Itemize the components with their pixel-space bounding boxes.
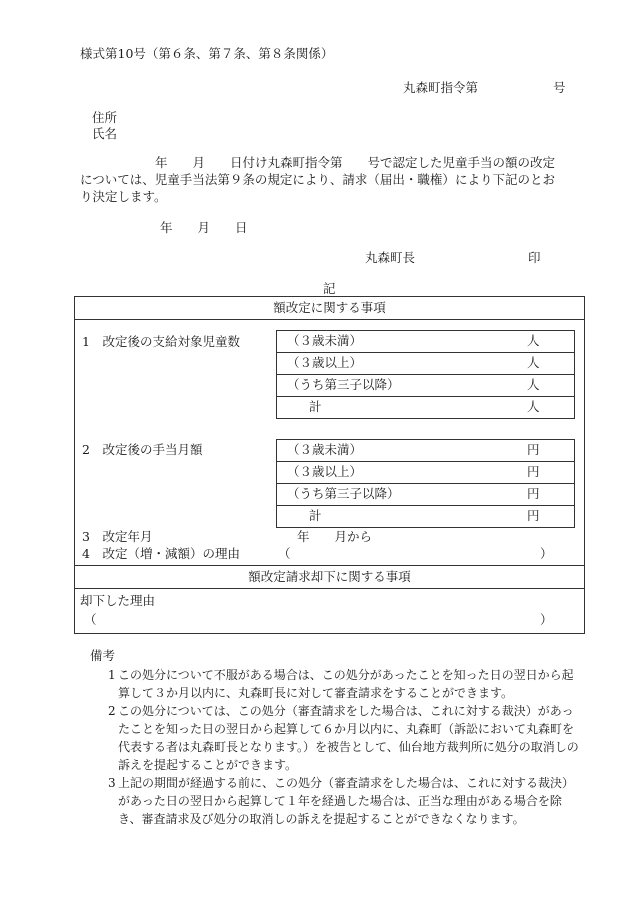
note-item [84,702,584,774]
address-label: 住所 [92,110,118,125]
revision-month-value: 年 月から [297,529,373,544]
rejection-reason-label: 却下した理由 [80,593,156,608]
notes-title: 備考 [90,648,116,663]
row-label: （３歳未満） [287,333,363,348]
row-unit: 人 [527,377,540,392]
note-text: この処分については、この処分（審査請求をした場合は、これに対する裁決）があったことを知った日の翌日から起算して６か月以内に、丸森町（訴訟において丸森町を代表する者は丸森町長となります。）を被告として、仙台地方裁判所に処分の取消しの訴えを提起することができます。 [118,704,579,772]
row-label: （３歳未満） [287,442,363,457]
table-row [277,331,574,353]
note-number: 3 [108,776,116,790]
row-unit: 円 [527,486,540,501]
row-label: 計 [309,508,322,523]
table-row [277,440,574,462]
monthly-amount-table [276,439,575,528]
section-header-rejection: 額改定請求却下に関する事項 [248,569,411,584]
reason-open-paren: （ [278,546,291,561]
table-row [277,353,574,375]
item3-label: 3 改定年月 [82,529,153,544]
row-label: （３歳以上） [287,355,363,370]
row-unit: 円 [527,442,540,457]
divider [74,319,585,320]
rejection-close-paren: ） [540,612,553,627]
row-unit: 円 [527,464,540,479]
form-number: 様式第10号（第６条、第７条、第８条関係） [80,46,334,61]
item1-label: 1 改定後の支給対象児童数 [82,334,240,349]
note-item [84,774,584,828]
note-number: 1 [108,668,116,682]
note-item [84,666,584,702]
table-row [277,462,574,484]
row-unit: 人 [527,399,540,414]
item2-label: 2 改定後の手当月額 [82,442,203,457]
note-number: 2 [108,704,116,718]
rejection-open-paren: （ [84,612,97,627]
seal-mark: 印 [528,250,541,265]
reason-close-paren: ） [540,546,553,561]
item4-label: 4 改定（増・減額）の理由 [82,546,240,561]
row-label: （うち第三子以降） [287,377,400,392]
note-text: この処分について不服がある場合は、この処分があったことを知った日の翌日から起算して３か月以内に、丸森町長に対して審査請求をすることができます。 [118,668,574,700]
table-row [277,375,574,397]
document-number: 丸森町指令第 号 [403,80,566,95]
body-text: 年 月 日付け丸森町指令第 号で認定した児童手当の額の改定については、児童手当法第９条の規定により、請求（届出・職権）により下記のとおり決定します。 [80,155,556,204]
section-header-amount-revision: 額改定に関する事項 [273,300,386,315]
row-label: （３歳以上） [287,464,363,479]
children-count-table [276,330,575,419]
row-unit: 人 [527,355,540,370]
row-unit: 人 [527,333,540,348]
note-text: 上記の期間が経過する前に、この処分（審査請求をした場合は、これに対する裁決）があった日の翌日から起算して１年を経過した場合は、正当な理由がある場合を除き、審査請求及び処分の取消しの訴えを提起することができなくなります。 [118,776,575,826]
name-label: 氏名 [92,126,118,141]
decision-date: 年 月 日 [160,220,248,235]
table-row [277,484,574,506]
notes-list [84,666,584,828]
table-row [277,397,574,418]
ki-heading: 記 [323,281,336,296]
row-unit: 円 [527,508,540,523]
table-row [277,506,574,527]
row-label: （うち第三子以降） [287,486,400,501]
issuer-title: 丸森町長 [365,250,416,265]
row-label: 計 [309,399,322,414]
divider [74,588,585,589]
divider [74,565,585,566]
